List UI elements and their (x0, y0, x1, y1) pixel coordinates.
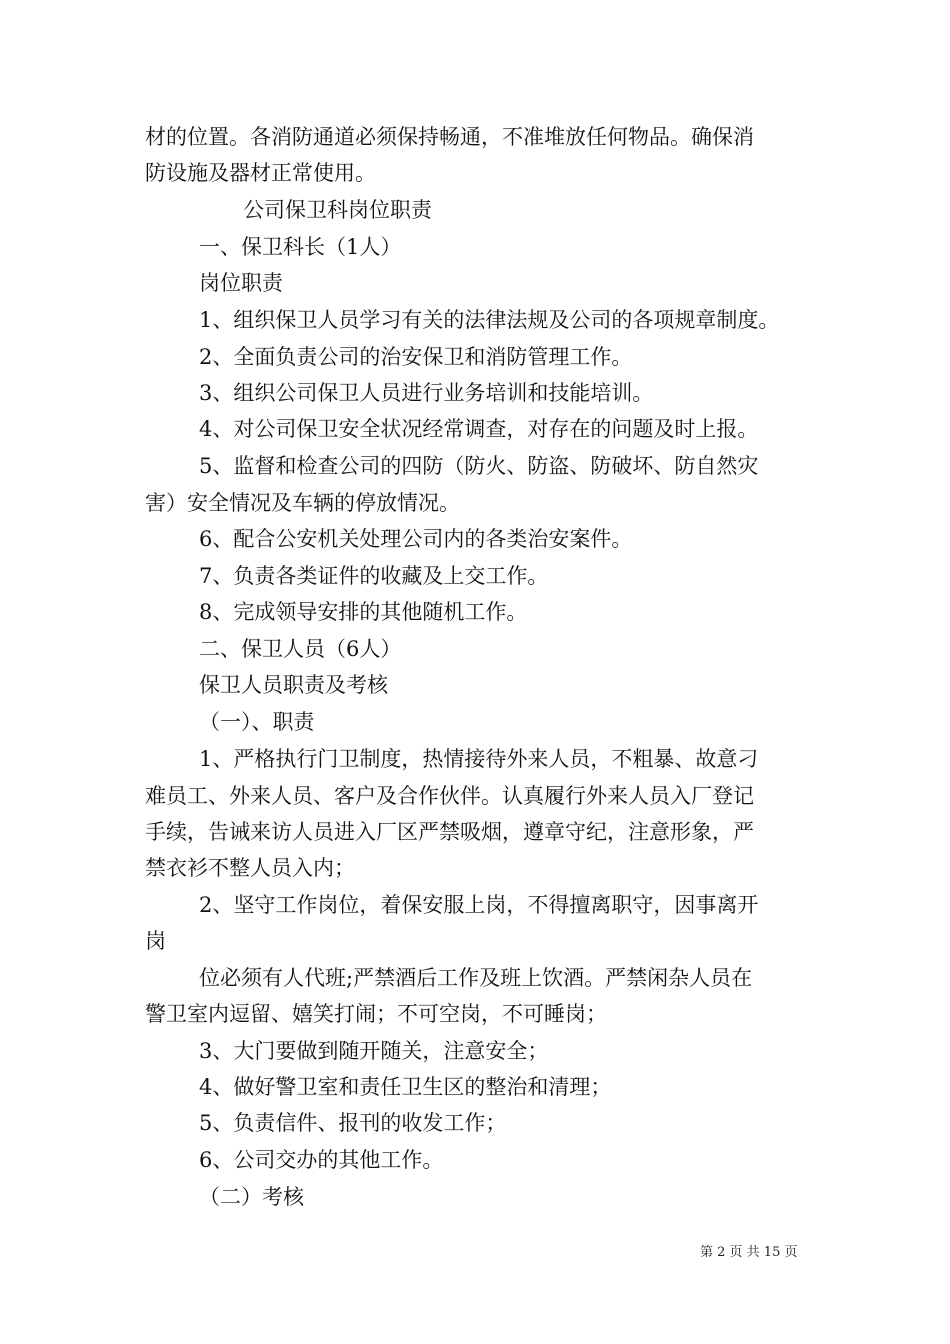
list-item: 2、全面负责公司的治安保卫和消防管理工作。 (199, 345, 633, 369)
body-text-line: 难员工、外来人员、客户及合作伙伴。认真履行外来人员入厂登记 (145, 784, 754, 808)
body-text-line: 位必须有人代班;严禁酒后工作及班上饮酒。严禁闲杂人员在 (199, 966, 753, 990)
page-number-footer: 第 2 页 共 15 页 (700, 1245, 798, 1260)
list-item: 2、坚守工作岗位，着保安服上岗，不得擅离职守，因事离开 (199, 893, 759, 917)
list-item: 1、严格执行门卫制度，热情接待外来人员，不粗暴、故意刁 (199, 747, 759, 771)
list-item: 3、大门要做到随开随关，注意安全； (199, 1039, 549, 1063)
list-item: 8、完成领导安排的其他随机工作。 (199, 600, 528, 624)
list-item: 7、负责各类证件的收藏及上交工作。 (199, 564, 549, 588)
heading-section-1: 一、保卫科长（1人） (199, 235, 402, 259)
subheading-duties: 岗位职责 (199, 271, 283, 295)
list-item: 6、公司交办的其他工作。 (199, 1148, 444, 1172)
list-item: 4、做好警卫室和责任卫生区的整治和清理； (199, 1075, 612, 1099)
list-item: 5、负责信件、报刊的收发工作； (199, 1111, 507, 1135)
list-item: 5、监督和检查公司的四防（防火、防盗、防破坏、防自然灾 (199, 454, 759, 478)
list-item: 6、配合公安机关处理公司内的各类治安案件。 (199, 527, 633, 551)
section-title: 公司保卫科岗位职责 (243, 198, 432, 222)
subheading-assessment: （二）考核 (199, 1185, 304, 1209)
body-text-line: 害）安全情况及车辆的停放情况。 (145, 491, 460, 515)
body-text-line: 防设施及器材正常使用。 (145, 161, 376, 185)
subheading-duties-1: （一）、职责 (199, 710, 315, 734)
heading-section-2: 二、保卫人员（6人） (199, 637, 402, 661)
body-text-line: 禁衣衫不整人员入内； (145, 856, 355, 880)
list-item: 1、组织保卫人员学习有关的法律法规及公司的各项规章制度。 (199, 308, 780, 332)
list-item: 3、组织公司保卫人员进行业务培训和技能培训。 (199, 381, 654, 405)
body-text-line: 手续，告诫来访人员进入厂区严禁吸烟，遵章守纪，注意形象，严 (145, 820, 754, 844)
body-text-line: 警卫室内逗留、嬉笑打闹；不可空岗，不可睡岗； (145, 1002, 607, 1026)
body-text-line: 岗 (145, 929, 166, 953)
body-text-line: 材的位置。各消防通道必须保持畅通，不准堆放任何物品。确保消 (145, 125, 754, 149)
list-item: 4、对公司保卫安全状况经常调查，对存在的问题及时上报。 (199, 417, 759, 441)
subheading-duties-assessment: 保卫人员职责及考核 (199, 673, 388, 697)
